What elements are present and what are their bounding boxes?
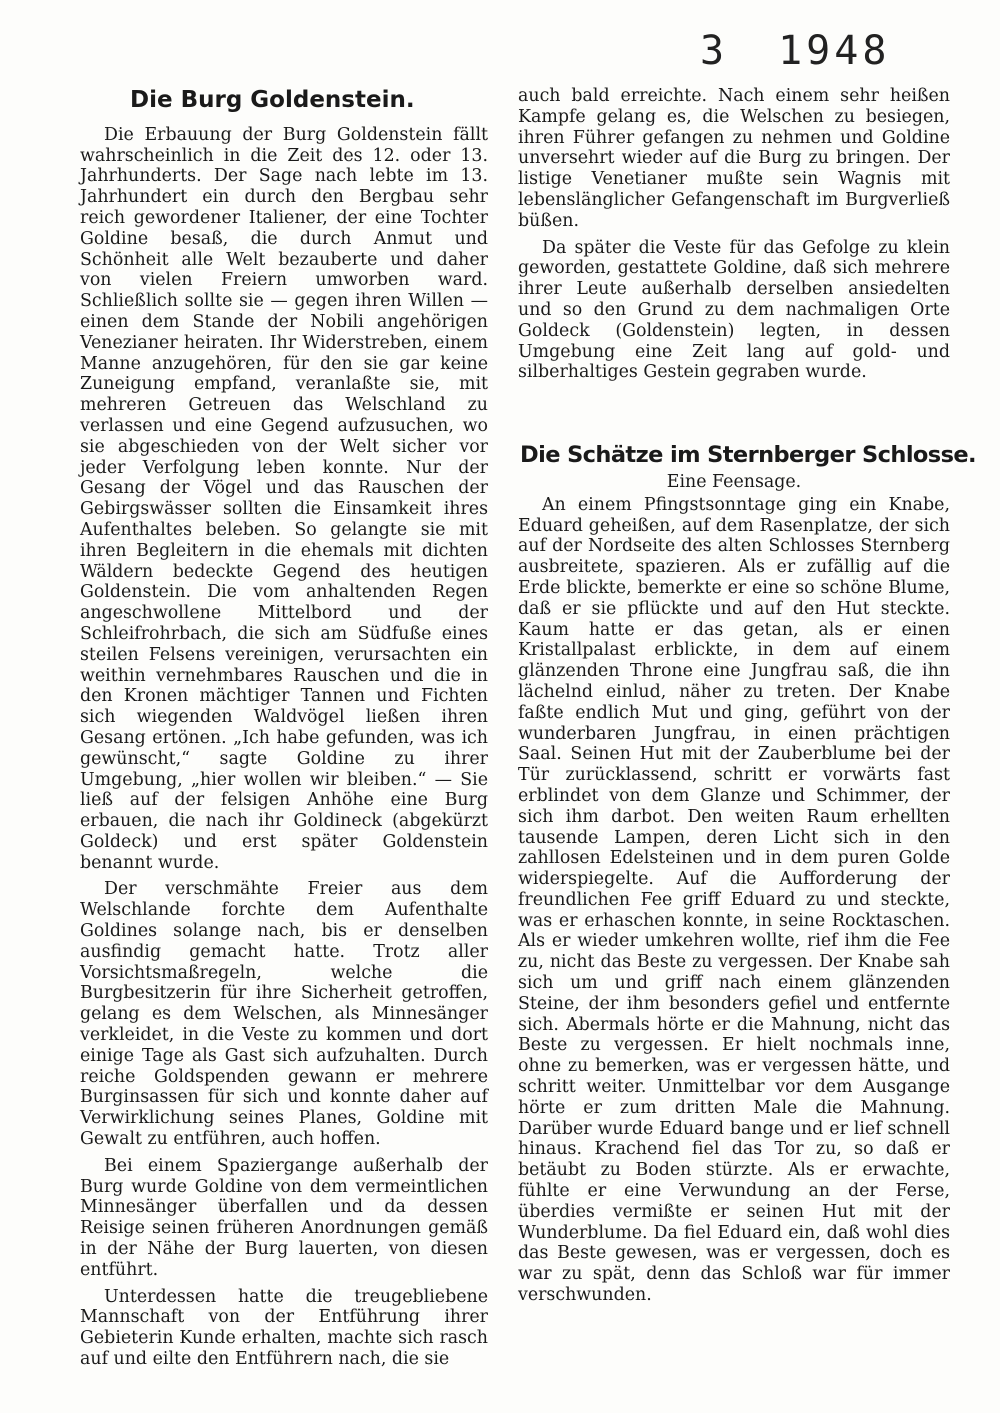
article-1-paragraph-2: Der verschmähte Freier aus dem Welschlande forchte dem Aufenthalte Goldines solange nach, bis er denselben ausfindig gemacht hatte. Trotz aller Vorsichtsmaßregeln, welche die Burgbesitzerin für ihre Sicherheit getroffen, gelang es dem Welschen, als Minnesänger verkleidet, in die Veste zu kommen und dort einige Tage als Gast sich aufzuhalten. Durch reiche Goldspenden gewann er mehrere Burginsassen für sich und konnte daher auf Verwirklichung seines Planes, Goldine mit Gewalt zu entführen, auch hoffen.	[80, 879, 488, 1150]
handwritten-year: 1948	[778, 28, 891, 74]
article-1-final-paragraph: Da später die Veste für das Gefolge zu klein geworden, gestattete Goldine, daß sich mehrere ihrer Leute außerhalb derselben ansiedelten und so den Grund zu dem nachmaligen Orte Goldeck (Goldenstein) legten, in dessen Umgebung eine Zeit lang auf gold- und silberhaltiges Gestein gegraben wurde.	[518, 237, 950, 383]
article-2-body: An einem Pfingstsonntage ging ein Knabe, Eduard geheißen, auf dem Rasenplatze, der sich auf der Nordseite des alten Schlosses Sternberg ausbreitete, spazieren. Als er zufällig auf die Erde blickte, bemerkte er eine so schöne Blume, daß er sie pflückte und auf den Hut steckte. Kaum hatte er das getan, als er einen Kristallpalast erblickte, in dem auf einem glänzenden Throne eine Jungfrau saß, die ihn lächelnd einlud, näher zu treten. Der Knabe faßte endlich Mut und ging, geführt von der wunderbaren Jungfrau, in einen prächtigen Saal. Seinen Hut mit der Zauberblume bei der Tür zurücklassend, schritt er vorwärts fast erblindet von dem Glanze und Schimmer, der sich ihm darbot. Den weiten Raum erhellten tausende Lampen, deren Licht sich in den zahllosen Edelsteinen und in dem puren Golde widerspiegelte. Auf die Aufforderung der freundlichen Fee griff Eduard zu und steckte, was er erhaschen konnte, in seine Rocktaschen. Als er wieder umkehren wollte, rief ihm die Fee zu, nicht das Beste zu vergessen. Der Knabe sah sich um und griff nach einem glänzenden Steine, der ihm besonders gefiel und entfernte sich. Abermals hörte er die Mahnung, nicht das Beste zu vergessen. Er hielt nochmals inne, ohne zu bemerken, was er vergessen hätte, und schritt weiter. Unmittelbar vor dem Ausgange hörte er zum dritten Male die Mahnung. Darüber wurde Eduard bange und er lief schnell hinaus. Krachend fiel das Tor zu, so daß er betäubt zu Boden stürzte. Als er erwachte, fühlte er eine Verwundung an der Ferse, überdies vermißte er seinen Hut mit der Wunderblume. Da fiel Eduard ein, daß wohl dies das Beste gewesen, was er vergessen, doch es war zu spät, denn das Schloß war für immer verschwunden.	[518, 494, 950, 1306]
article-1-paragraph-3: Bei einem Spaziergange außerhalb der Burg wurde Goldine von dem vermeintlichen Minnesänger überfallen und da dessen Reisige seinen früheren Anordnungen gemäß in der Nähe der Burg lauerten, von diesen entführt.	[80, 1155, 488, 1280]
handwritten-annotation	[700, 28, 890, 74]
handwritten-issue-number: 3	[700, 28, 729, 74]
article-1-paragraph-4: Unterdessen hatte die treugebliebene Mannschaft von der Entführung ihrer Gebieterin Kunde erhalten, machte sich rasch auf und eilte den Entführern nach, die sie	[80, 1286, 488, 1370]
left-column	[80, 87, 488, 1376]
article-2-subtitle: Eine Feensage.	[666, 471, 802, 492]
article-2-title: Die Schätze im Sternberger Schlosse.	[520, 442, 976, 469]
article-1-paragraph-1: Die Erbauung der Burg Goldenstein fällt wahrscheinlich in die Zeit des 12. oder 13. Jahrhunderts. Der Sage nach lebte im 13. Jahrhundert ein durch den Bergbau sehr reich gewordener Italiener, der eine Tochter Goldine besaß, die durch Anmut und Schönheit alle Welt bezauberte und daher von vielen Freiern umworben ward. Schließlich sollte sie — gegen ihren Willen — einen dem Stande der Nobili angehörigen Venezianer heiraten. Ihr Widerstreben, einem Manne anzugehören, für den sie gar keine Zuneigung empfand, veranlaßte sie, mit mehreren Getreuen das Welschland zu verlassen und eine Gegend aufzusuchen, wo sie abgeschieden von der Welt sicher vor jeder Verfolgung leben konnte. Nur der Gesang der Vögel und das Rauschen der Gebirgswässer sollten die Einsamkeit ihres Aufenthaltes beleben. So gelangte sie mit ihren Begleitern in die ehemals mit dichten Wäldern bedeckte Gegend des heutigen Goldenstein. Die vom anhaltenden Regen angeschwollene Mittelbord und der Schleifrohrbach, die sich am Südfuße eines steilen Felsens vereinigen, verursachten ein weithin vernehmbares Rauschen und die in den Kronen mächtiger Tannen und Fichten sich wiegenden Waldvögel ließen ihren Gesang ertönen. „Ich habe gefunden, was ich gewünscht,“ sagte Goldine zu ihrer Umgebung, „hier wollen wir bleiben.“ — Sie ließ auf der felsigen Anhöhe eine Burg erbauen, die nach ihr Goldineck (abgekürzt Goldeck) und erst später Goldenstein benannt wurde.	[80, 124, 488, 873]
article-1-title: Die Burg Goldenstein.	[130, 87, 415, 113]
article-1-continuation: auch bald erreichte. Nach einem sehr heißen Kampfe gelang es, die Welschen zu besiegen, ihren Führer gefangen zu nehmen und Goldine unversehrt wieder auf die Burg zu bringen. Der listige Venetianer mußte sein Wagnis mit lebenslänglicher Gefangenschaft im Burgverließ büßen.	[518, 86, 950, 231]
right-column	[518, 86, 976, 1312]
